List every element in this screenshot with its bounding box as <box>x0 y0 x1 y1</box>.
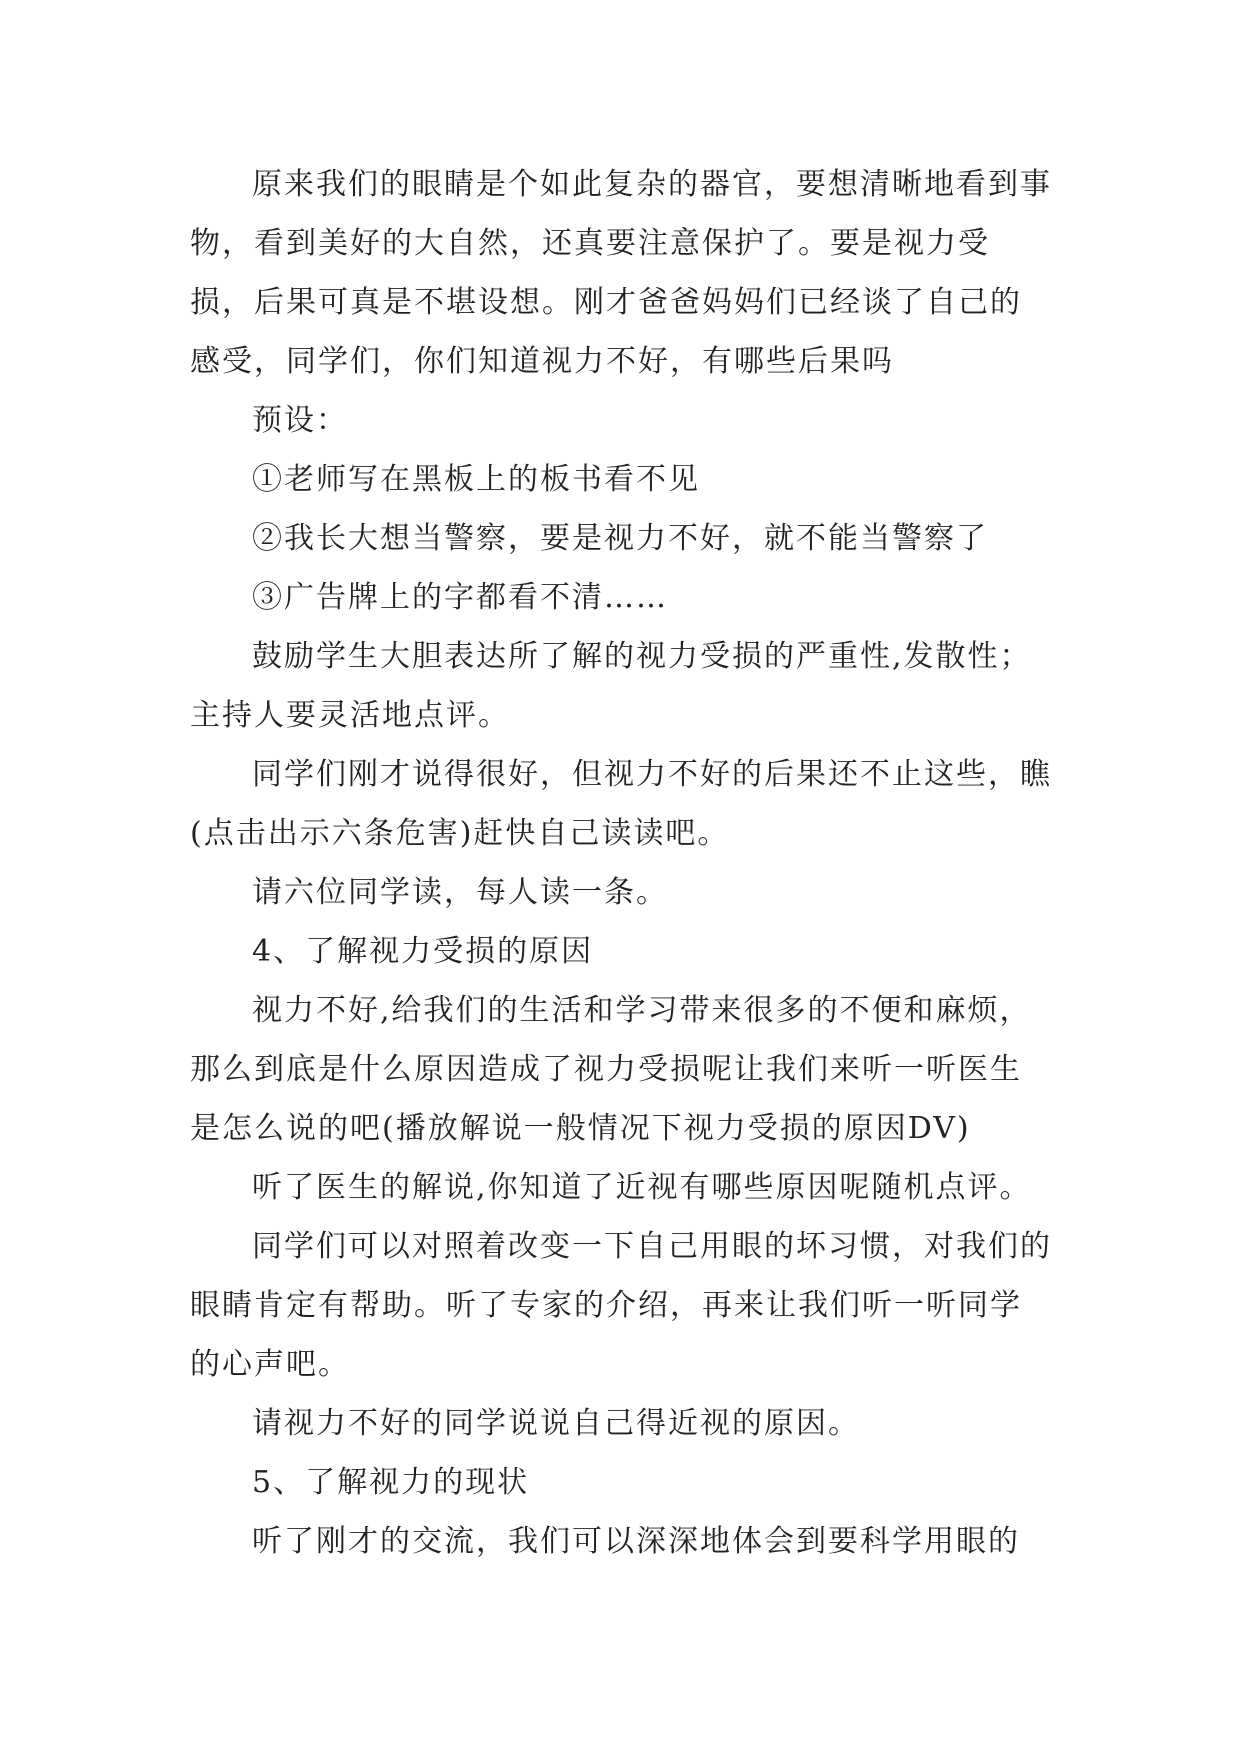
section-heading: 4、了解视力受损的原因 <box>252 934 594 969</box>
paragraph: ②我长大想当警察，要是视力不好，就不能当警察了 <box>252 521 988 556</box>
paragraph: 鼓励学生大胆表达所了解的视力受损的严重性,发散性；主持人要灵活地点评。 <box>190 639 1032 733</box>
paragraph: 原来我们的眼睛是个如此复杂的器官，要想清晰地看到事物，看到美好的大自然，还真要注意保护了。要是视力受损，后果可真是不堪设想。刚才爸爸妈妈们已经谈了自己的感受，同学们，你们知道视力不好，有哪些后果吗 <box>190 167 1052 379</box>
paragraph: 预设： <box>252 403 348 438</box>
paragraph: 同学们可以对照着改变一下自己用眼的坏习惯，对我们的眼睛肯定有帮助。听了专家的介绍，再来让我们听一听同学的心声吧。 <box>190 1229 1052 1382</box>
section-heading: 5、了解视力的现状 <box>252 1465 530 1500</box>
paragraph: 请六位同学读，每人读一条。 <box>252 875 668 910</box>
paragraph: 视力不好,给我们的生活和学习带来很多的不便和麻烦，那么到底是什么原因造成了视力受损呢让我们来听一听医生是怎么说的吧(播放解说一般情况下视力受损的原因DV) <box>190 993 1032 1146</box>
paragraph: 听了医生的解说,你知道了近视有哪些原因呢随机点评。 <box>252 1170 1032 1205</box>
paragraph: ①老师写在黑板上的板书看不见 <box>252 462 700 497</box>
document-body <box>190 155 1052 1571</box>
paragraph: 同学们刚才说得很好，但视力不好的后果还不止这些，瞧(点击出示六条危害)赶快自己读读吧。 <box>190 757 1052 851</box>
paragraph: 请视力不好的同学说说自己得近视的原因。 <box>252 1406 860 1441</box>
paragraph: ③广告牌上的字都看不清…… <box>252 580 668 615</box>
paragraph: 听了刚才的交流，我们可以深深地体会到要科学用眼的 <box>252 1524 1020 1559</box>
